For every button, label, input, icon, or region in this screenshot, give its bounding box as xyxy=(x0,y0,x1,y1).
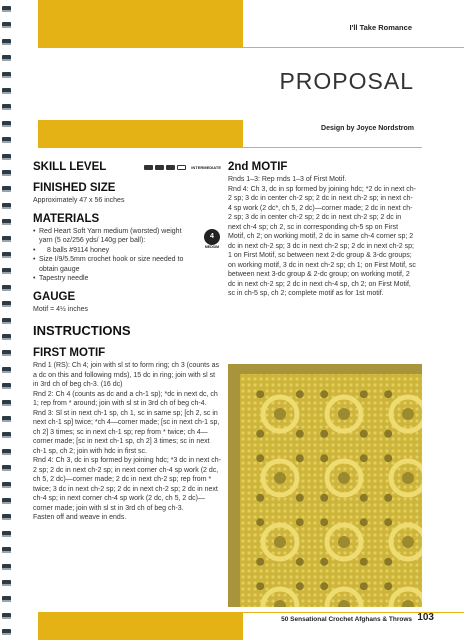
motif-center xyxy=(274,408,286,420)
motif-center xyxy=(402,536,414,548)
finished-size-heading: FINISHED SIZE xyxy=(33,182,116,194)
motif-corner-gap xyxy=(384,518,392,526)
spiral-ring xyxy=(2,547,11,553)
skill-level-heading: SKILL LEVEL xyxy=(33,161,107,173)
yarn-weight-icon xyxy=(203,229,221,251)
motif-center xyxy=(338,472,350,484)
spiral-ring xyxy=(2,400,11,406)
second-motif-heading: 2nd MOTIF xyxy=(228,161,288,173)
afghan-photo xyxy=(228,364,422,607)
first-motif-heading: FIRST MOTIF xyxy=(33,347,106,359)
gauge-text: Motif = 4½ inches xyxy=(33,305,89,313)
motif-corner-gap xyxy=(320,430,328,438)
spiral-ring xyxy=(2,498,11,504)
instructions-heading: INSTRUCTIONS xyxy=(33,323,131,338)
spiral-ring xyxy=(2,318,11,324)
spiral-ring xyxy=(2,514,11,520)
spiral-binding xyxy=(0,0,14,640)
spiral-ring xyxy=(2,580,11,586)
page-title: PROPOSAL xyxy=(279,68,414,94)
motif-corner-gap xyxy=(256,430,264,438)
motif-center xyxy=(338,408,350,420)
spiral-ring xyxy=(2,154,11,160)
motif-corner-gap xyxy=(320,558,328,566)
motif-center xyxy=(402,408,414,420)
motif-corner-gap xyxy=(296,494,304,502)
footer-book-title: 50 Sensational Crochet Afghans & Throws xyxy=(281,616,412,623)
motif-corner-gap xyxy=(256,558,264,566)
spiral-ring xyxy=(2,6,11,12)
spiral-ring xyxy=(2,301,11,307)
spiral-ring xyxy=(2,531,11,537)
motif-center xyxy=(338,536,350,548)
spiral-ring xyxy=(2,22,11,28)
materials-item: • Red Heart Soft Yarn medium (worsted) weight yarn (5 oz/256 yds/ 140g per ball): xyxy=(33,227,193,246)
spiral-ring xyxy=(2,39,11,45)
gauge-section xyxy=(33,290,221,315)
rnd3-text: Rnd 3: Sl st in next ch-1 sp, ch 1, sc in same sp; [ch 2, sc in next ch-1 sp] twice; *ch 4—corner made; [sc in next ch-1 sp, ch 2] 3 times; sc in next ch-1 sp; rep from * twice; ch 4—corner made; [sc in next ch-1 sp, ch 2] 3 times; sc in next ch-1 sp, ch 2; join with hdc in first sc. xyxy=(33,409,220,455)
motif-corner-gap xyxy=(360,582,368,590)
skill-block-filled xyxy=(166,165,175,170)
crochet-motif-illustration xyxy=(228,364,422,607)
motif-corner-gap xyxy=(360,558,368,566)
rnds13-text: Rnds 1–3: Rep rnds 1–3 of First Motif. xyxy=(228,176,347,183)
motif-corner-gap xyxy=(360,390,368,398)
skill-level-row xyxy=(33,160,221,175)
yarn-weight-number: 4 xyxy=(204,229,220,245)
yarn-weight-label: MEDIUM xyxy=(204,244,220,249)
motif-corner-gap xyxy=(256,494,264,502)
spiral-ring xyxy=(2,219,11,225)
instructions-section xyxy=(33,323,221,339)
designer-accent-block xyxy=(38,120,243,148)
designer-rule xyxy=(243,147,422,148)
motif-corner-gap xyxy=(296,518,304,526)
spiral-ring xyxy=(2,203,11,209)
first-motif-section xyxy=(33,346,221,523)
spiral-ring xyxy=(2,350,11,356)
spiral-ring xyxy=(2,236,11,242)
motif-corner-gap xyxy=(384,390,392,398)
spiral-ring xyxy=(2,432,11,438)
rnd4-text: Rnd 4: Ch 3, dc in sp formed by joining hdc; *3 dc in next ch-2 sp; 2 dc in next ch-2 sp; in next corner ch-4 sp work (2 dc, ch 5, 2 dc)—corner made; 2 dc in next ch-2 sp; rep from * twice; 3 dc in next ch-2 sp; 2 dc in next ch-2 sp; 2 dc in next ch-4 sp; in next corner ch-4 sp work (2 dc, ch 5, 2 dc)—corner made; join with sl st in 3rd ch of beg ch-3. xyxy=(33,457,221,512)
spiral-ring xyxy=(2,186,11,192)
spiral-ring xyxy=(2,564,11,570)
page-number: 103 xyxy=(417,612,434,623)
motif-corner-gap xyxy=(360,518,368,526)
materials-list xyxy=(33,227,193,284)
materials-sub-item xyxy=(33,246,193,256)
motif-corner-gap xyxy=(256,582,264,590)
second-rnd4-text: Rnd 4: Ch 3, dc in sp formed by joining hdc; *2 dc in next ch-2 sp; 3 dc in center ch-2 sp; 2 dc in next ch-2 sp; in next ch-4 sp work (2 dc*, ch 5, 2 dc)—corner made; 2 dc in next ch-2 sp; 3 dc in center ch-2 sp; 2 dc in next ch-2 sp; 2 dc in next ch-4 sp; ch 2, sc in corresponding ch-5 sp on First Motif, ch 2; on working motif, 2 dc in same ch-4 corner sp; 2 dc in next ch-2 sp; 3 dc in next ch-2 sp; 2 dc in next ch-2 sp; 1 on First Motif, sc between next 2-dc group & 3-dc groups; on working motif, 3 dc in next ch-2 sp; ch 1; on First Motif, sc between next 3-dc group & 2-dc group; on working motif, 2 dc in next ch-2 sp; 2 dc in next ch-4 sp, ch 2; on First Motif, sc in ch-5 sp, ch 2; complete motif as for 1st motif. xyxy=(228,185,416,297)
designer-credit: Design by Joyce Nordstrom xyxy=(321,125,414,132)
materials-row xyxy=(33,227,221,284)
spiral-ring xyxy=(2,334,11,340)
motif-center xyxy=(274,472,286,484)
gauge-heading: GAUGE xyxy=(33,290,76,303)
materials-section xyxy=(33,212,221,284)
header-rule xyxy=(243,47,464,48)
footer-accent-band xyxy=(38,612,243,640)
motif-corner-gap xyxy=(384,454,392,462)
skill-meter xyxy=(144,165,221,170)
motif-corner-gap xyxy=(360,430,368,438)
spiral-ring xyxy=(2,55,11,61)
motif-corner-gap xyxy=(384,430,392,438)
spiral-ring xyxy=(2,613,11,619)
spiral-ring xyxy=(2,285,11,291)
materials-heading: MATERIALS xyxy=(33,212,100,225)
skill-block-empty xyxy=(177,165,186,170)
spiral-ring xyxy=(2,137,11,143)
finished-size-section xyxy=(33,181,221,206)
motif-corner-gap xyxy=(296,558,304,566)
spiral-ring xyxy=(2,170,11,176)
motif-corner-gap xyxy=(320,582,328,590)
right-column xyxy=(228,160,416,299)
motif-corner-gap xyxy=(296,390,304,398)
spiral-ring xyxy=(2,121,11,127)
spiral-ring xyxy=(2,88,11,94)
skill-block-filled xyxy=(144,165,153,170)
book-title: I'll Take Romance xyxy=(349,23,412,32)
rnd1-text: Rnd 1 (RS): Ch 4; join with sl st to form ring; ch 3 (counts as a dc on this and following rnds), 15 dc in ring; join with sl st in 3rd ch of beg ch-3. (16 dc) xyxy=(33,362,219,388)
motif-corner-gap xyxy=(320,518,328,526)
motif-corner-gap xyxy=(296,454,304,462)
motif-center xyxy=(274,536,286,548)
motif-corner-gap xyxy=(296,430,304,438)
spiral-ring xyxy=(2,629,11,635)
spiral-ring xyxy=(2,596,11,602)
skill-block-filled xyxy=(155,165,164,170)
skill-level-label: INTERMEDIATE xyxy=(191,165,221,170)
spiral-ring xyxy=(2,383,11,389)
motif-corner-gap xyxy=(384,494,392,502)
spiral-ring xyxy=(2,416,11,422)
fasten-off-text: Fasten off and weave in ends. xyxy=(33,514,127,521)
motif-corner-gap xyxy=(384,582,392,590)
motif-corner-gap xyxy=(296,582,304,590)
materials-item: • Size I/9/5.5mm crochet hook or size needed to obtain gauge xyxy=(33,255,193,274)
motif-corner-gap xyxy=(320,390,328,398)
materials-sub-item-text: 8 balls #9114 honey xyxy=(47,246,110,254)
finished-size-text: Approximately 47 x 56 inches xyxy=(33,197,125,204)
spiral-ring xyxy=(2,72,11,78)
motif-corner-gap xyxy=(320,454,328,462)
motif-corner-gap xyxy=(256,518,264,526)
header-accent-band xyxy=(38,0,243,48)
spiral-ring xyxy=(2,465,11,471)
rnd2-text: Rnd 2: Ch 4 (counts as dc and a ch-1 sp); *dc in next dc, ch 1; rep from * around; join with sl st in 3rd ch of beg ch-4. xyxy=(33,390,218,407)
materials-item: • Tapestry needle xyxy=(33,274,193,284)
motif-corner-gap xyxy=(360,454,368,462)
spiral-ring xyxy=(2,104,11,110)
motif-corner-gap xyxy=(384,558,392,566)
motif-corner-gap xyxy=(360,494,368,502)
left-column xyxy=(33,160,221,523)
motif-corner-gap xyxy=(256,454,264,462)
spiral-ring xyxy=(2,449,11,455)
motif-corner-gap xyxy=(256,390,264,398)
spiral-ring xyxy=(2,268,11,274)
motif-corner-gap xyxy=(320,494,328,502)
spiral-ring xyxy=(2,367,11,373)
spiral-ring xyxy=(2,252,11,258)
spiral-ring xyxy=(2,482,11,488)
motif-center xyxy=(402,472,414,484)
